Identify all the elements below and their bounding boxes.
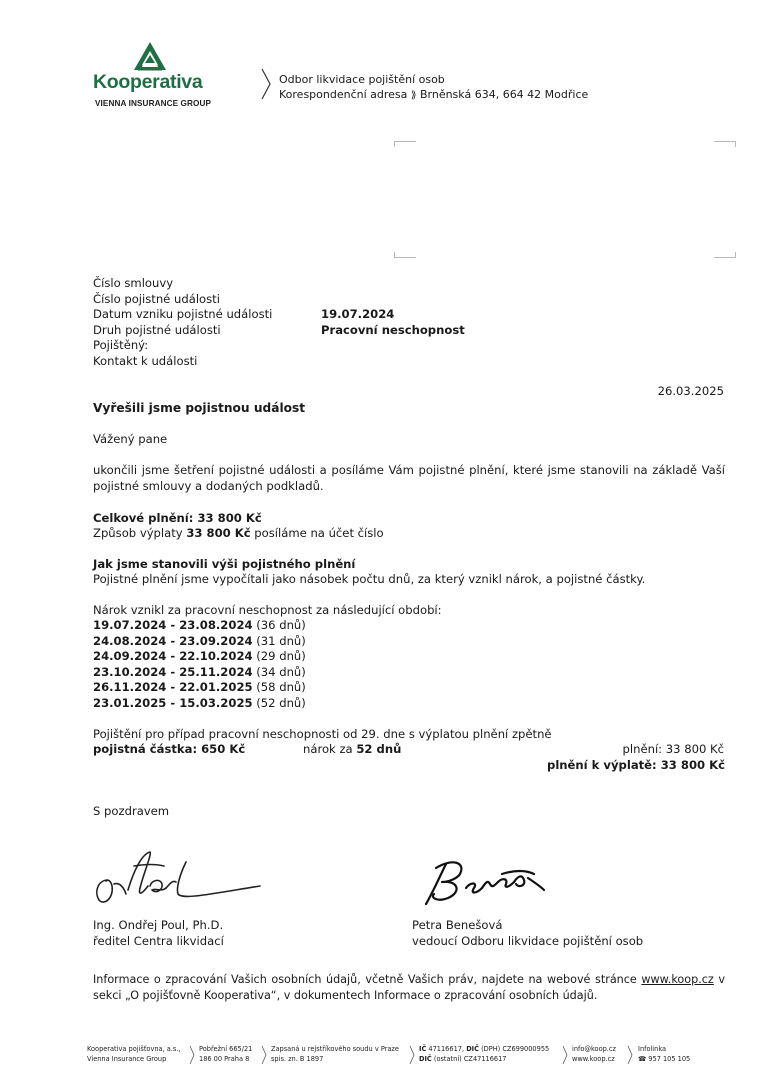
- privacy-text-after: v sekci „O pojišťovně Kooperativa“, v dokumentech Informace o zpracování osobních údajů.: [93, 973, 725, 1002]
- double-chevron-icon: ⟫: [410, 90, 417, 101]
- address-window-corner: [394, 141, 416, 147]
- footer-hotline: [638, 1045, 690, 1064]
- info-label: Druh pojistné události: [93, 322, 221, 337]
- period-item: [93, 649, 306, 665]
- payout-amount: plnění k výplatě: 33 800 Kč: [547, 758, 725, 772]
- insured-sum: pojistná částka: 650 Kč: [93, 742, 246, 756]
- closing: S pozdravem: [93, 804, 170, 818]
- footer-contact: [572, 1045, 616, 1064]
- info-label: Číslo pojistné události: [93, 291, 220, 306]
- period-days: (29 dnů): [256, 649, 306, 663]
- footer-chevron-icon: [189, 1045, 195, 1065]
- footer-chevron-icon: [261, 1045, 267, 1065]
- kooperativa-emblem-icon: [92, 40, 222, 74]
- info-row: [93, 322, 465, 339]
- footer-dic2-value: (ostatní) CZ47116617: [433, 1054, 507, 1063]
- summary-line: Pojištění pro případ pracovní neschopnosti od 29. dne s výplatou plnění zpětně: [93, 727, 552, 741]
- period-range: 26.11.2024 - 22.01.2025: [93, 680, 253, 694]
- period-item: [93, 634, 306, 650]
- period-days: (52 dnů): [256, 695, 306, 710]
- info-row: [93, 338, 272, 354]
- footer-ic: [419, 1045, 549, 1055]
- info-label: Pojištěný:: [93, 338, 149, 352]
- address-value: Brněnská 634, 664 42 Modřice: [419, 88, 589, 101]
- signatory-name: Petra Benešová: [412, 918, 503, 932]
- period-days: (36 dnů): [256, 618, 306, 632]
- payment-method-amount: 33 800 Kč: [186, 526, 251, 540]
- info-row: [93, 307, 395, 323]
- footer-hotline-number: ☎ 957 105 105: [638, 1054, 691, 1063]
- footer-register-file: spis. zn. B 1897: [271, 1054, 324, 1063]
- period-range: 24.08.2024 - 23.09.2024: [93, 633, 253, 648]
- period-range: 19.07.2024 - 23.08.2024: [93, 618, 253, 632]
- payment-method: [93, 526, 384, 542]
- footer-chevron-icon: [562, 1045, 568, 1065]
- period-days: (58 dnů): [256, 680, 306, 694]
- info-value: Pracovní neschopnost: [321, 322, 465, 337]
- claim-days-prefix: nárok za: [303, 742, 353, 756]
- privacy-link[interactable]: www.koop.cz: [641, 973, 714, 986]
- address-window-corner: [394, 252, 416, 258]
- info-label: Číslo smlouvy: [93, 276, 174, 290]
- letter-date: 26.03.2025: [657, 384, 724, 398]
- salutation: Vážený pane: [93, 432, 168, 446]
- total-benefit: Celkové plnění: 33 800 Kč: [93, 511, 262, 525]
- claim-days: [303, 742, 401, 758]
- signatory-title: vedoucí Odboru likvidace pojištění osob: [412, 934, 644, 948]
- address-label: Korespondenční adresa: [279, 88, 408, 101]
- footer-chevron-icon: [409, 1045, 415, 1065]
- footer-ic-label: IČ: [419, 1045, 427, 1053]
- info-label: Kontakt k události: [93, 353, 198, 368]
- signature-benesova: [418, 852, 548, 912]
- footer-company: [87, 1045, 181, 1064]
- footer-company-group: Vienna Insurance Group: [87, 1054, 167, 1063]
- period-range: 23.01.2025 - 15.03.2025: [93, 695, 253, 710]
- header-address: [279, 87, 588, 104]
- info-row: [93, 354, 272, 370]
- privacy-text-before: Informace o zpracování Vašich osobních údajů, včetně Vašich práv, najdete na webové stránce: [93, 973, 637, 986]
- address-window-corner: [714, 141, 736, 147]
- footer-company-name: Kooperativa pojišťovna, a.s.,: [87, 1045, 181, 1053]
- footer-web[interactable]: www.koop.cz: [572, 1054, 615, 1063]
- footer-dic2: [419, 1055, 549, 1065]
- period-item: [93, 618, 306, 634]
- footer-email[interactable]: info@koop.cz: [572, 1045, 616, 1053]
- footer-register-court: Zapsaná u rejstříkového soudu v Praze: [271, 1045, 399, 1053]
- info-value: 19.07.2024: [321, 307, 395, 321]
- footer-hotline-label: Infolinka: [638, 1045, 667, 1053]
- payment-method-prefix: Způsob výplaty: [93, 526, 183, 540]
- intro-paragraph: ukončili jsme šetření pojistné události a posíláme Vám pojistné plnění, které jsme stanovili na základě Vaší pojistné smlouvy a dodaných podkladů.: [93, 463, 725, 493]
- period-item: [93, 680, 306, 696]
- footer-dic-label: DIČ: [466, 1045, 479, 1053]
- signatory-name: Ing. Ondřej Poul, Ph.D.: [93, 918, 224, 932]
- letter-subject: Vyřešili jsme pojistnou událost: [93, 401, 306, 415]
- info-label: Datum vzniku pojistné události: [93, 307, 273, 321]
- footer-address-street: Pobřežní 665/21: [199, 1045, 253, 1053]
- calc-heading: Jak jsme stanovili výši pojistného plnění: [93, 557, 356, 571]
- benefit-amount: plnění: 33 800 Kč: [622, 742, 724, 756]
- info-row: [93, 292, 272, 308]
- footer-address: [199, 1045, 252, 1064]
- period-range: 23.10.2024 - 25.11.2024: [93, 664, 253, 679]
- address-window-corner: [714, 252, 736, 258]
- footer-tax-ids: [419, 1045, 549, 1064]
- payment-method-suffix: posíláme na účet číslo: [254, 526, 384, 540]
- signature-poul: [90, 848, 265, 908]
- signatory-title: ředitel Centra likvidací: [93, 934, 224, 948]
- claim-info: [93, 276, 465, 369]
- footer-chevron-icon: [627, 1045, 633, 1065]
- footer-address-city: 186 00 Praha 8: [199, 1054, 250, 1063]
- privacy-notice: [93, 972, 725, 1003]
- period-range: 24.09.2024 - 22.10.2024: [93, 649, 253, 663]
- claim-days-value: 52 dnů: [356, 742, 402, 756]
- info-row: [93, 276, 272, 292]
- footer-ic-value: 47116617,: [428, 1045, 465, 1053]
- header-department: Odbor likvidace pojištění osob: [279, 73, 445, 86]
- header-chevron-icon: [261, 68, 271, 104]
- logo-wordmark: Kooperativa: [93, 71, 203, 93]
- footer-dic2-label: DIČ: [419, 1054, 432, 1063]
- periods-intro: Nárok vznikl za pracovní neschopnost za následující období:: [93, 603, 442, 617]
- footer-dic-value: (DPH) CZ699000955: [481, 1045, 550, 1053]
- company-logo: [92, 40, 222, 112]
- footer-register: [271, 1045, 399, 1064]
- period-item: [93, 665, 306, 681]
- period-days: (34 dnů): [256, 664, 306, 679]
- period-item: [93, 696, 306, 712]
- logo-tagline: VIENNA INSURANCE GROUP: [95, 99, 212, 108]
- periods-list: [93, 618, 306, 711]
- period-days: (31 dnů): [256, 633, 306, 648]
- calc-text: Pojistné plnění jsme vypočítali jako násobek počtu dnů, za který vznikl nárok, a pojistné částky.: [93, 572, 646, 586]
